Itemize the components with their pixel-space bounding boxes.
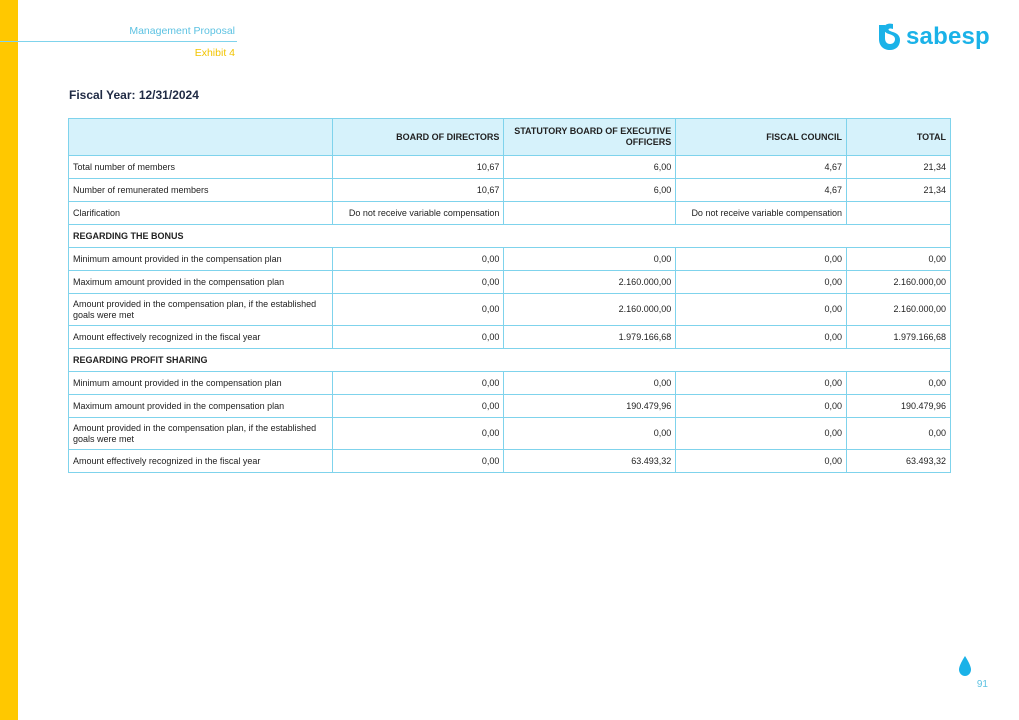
table-cell: Do not receive variable compensation	[676, 202, 847, 225]
exhibit-label: Exhibit 4	[194, 47, 235, 59]
table-cell: 0,00	[676, 450, 847, 473]
table-cell: 0,00	[332, 294, 504, 326]
row-label: Amount effectively recognized in the fiscal year	[69, 326, 333, 349]
column-header: BOARD OF DIRECTORS	[332, 119, 504, 156]
row-label: Minimum amount provided in the compensation plan	[69, 248, 333, 271]
table-row	[69, 179, 951, 202]
table-row	[69, 156, 951, 179]
table-cell: 6,00	[504, 179, 676, 202]
table-cell: 2.160.000,00	[847, 294, 951, 326]
column-header: STATUTORY BOARD OF EXECUTIVE OFFICERS	[504, 119, 676, 156]
water-drop-icon	[959, 656, 971, 676]
table-cell: Do not receive variable compensation	[332, 202, 504, 225]
table-cell: 10,67	[332, 179, 504, 202]
table-row	[69, 248, 951, 271]
table-cell: 2.160.000,00	[847, 271, 951, 294]
table-row	[69, 395, 951, 418]
row-label: Maximum amount provided in the compensation plan	[69, 395, 333, 418]
page-number: 91	[976, 679, 988, 690]
table-cell: 0,00	[676, 248, 847, 271]
header-divider	[0, 41, 237, 42]
table-cell: 63.493,32	[847, 450, 951, 473]
table-cell: 0,00	[847, 248, 951, 271]
table-row	[69, 418, 951, 450]
left-accent-bar	[0, 0, 18, 720]
table-cell: 0,00	[676, 395, 847, 418]
table-cell: 0,00	[676, 294, 847, 326]
row-label: Total number of members	[69, 156, 333, 179]
table-cell: 0,00	[676, 418, 847, 450]
fiscal-year-heading: Fiscal Year: 12/31/2024	[69, 88, 199, 102]
table-cell: 0,00	[847, 372, 951, 395]
column-header: TOTAL	[847, 119, 951, 156]
table-cell: 0,00	[504, 418, 676, 450]
table-cell: 2.160.000,00	[504, 271, 676, 294]
section-heading: REGARDING PROFIT SHARING	[69, 349, 951, 372]
table-cell: 6,00	[504, 156, 676, 179]
table-row	[69, 202, 951, 225]
table-cell: 0,00	[676, 271, 847, 294]
table-cell: 0,00	[332, 418, 504, 450]
compensation-table	[68, 118, 951, 473]
column-header: FISCAL COUNCIL	[676, 119, 847, 156]
table-row	[69, 271, 951, 294]
table-cell: 4,67	[676, 156, 847, 179]
table-header-row	[69, 119, 951, 156]
table-row	[69, 294, 951, 326]
table-cell: 63.493,32	[504, 450, 676, 473]
row-label: Amount effectively recognized in the fiscal year	[69, 450, 333, 473]
sabesp-logo	[875, 20, 990, 54]
document-title: Management Proposal	[129, 25, 235, 37]
row-label: Clarification	[69, 202, 333, 225]
section-row	[69, 225, 951, 248]
table-cell: 190.479,96	[504, 395, 676, 418]
table-cell: 0,00	[332, 326, 504, 349]
row-label: Amount provided in the compensation plan, if the established goals were met	[69, 294, 333, 326]
table-row	[69, 326, 951, 349]
table-cell: 10,67	[332, 156, 504, 179]
table-cell	[504, 202, 676, 225]
sabesp-mark-icon	[875, 22, 901, 52]
table-cell	[847, 202, 951, 225]
row-label: Number of remunerated members	[69, 179, 333, 202]
table-cell: 0,00	[332, 395, 504, 418]
table-cell: 1.979.166,68	[847, 326, 951, 349]
table-cell: 0,00	[504, 372, 676, 395]
table-cell: 4,67	[676, 179, 847, 202]
row-label: Minimum amount provided in the compensation plan	[69, 372, 333, 395]
row-label: Amount provided in the compensation plan, if the established goals were met	[69, 418, 333, 450]
table-cell: 0,00	[504, 248, 676, 271]
table-cell: 1.979.166,68	[504, 326, 676, 349]
section-row	[69, 349, 951, 372]
table-cell: 21,34	[847, 179, 951, 202]
table-row	[69, 372, 951, 395]
table-cell: 0,00	[332, 450, 504, 473]
row-label: Maximum amount provided in the compensation plan	[69, 271, 333, 294]
table-cell: 2.160.000,00	[504, 294, 676, 326]
section-heading: REGARDING THE BONUS	[69, 225, 951, 248]
table-cell: 0,00	[332, 271, 504, 294]
table-cell: 0,00	[676, 372, 847, 395]
table-cell: 21,34	[847, 156, 951, 179]
table-cell: 0,00	[332, 248, 504, 271]
table-cell: 0,00	[847, 418, 951, 450]
table-cell: 0,00	[332, 372, 504, 395]
table-cell: 0,00	[676, 326, 847, 349]
table-cell: 190.479,96	[847, 395, 951, 418]
logo-text: sabesp	[906, 23, 990, 50]
column-header	[69, 119, 333, 156]
table-row	[69, 450, 951, 473]
